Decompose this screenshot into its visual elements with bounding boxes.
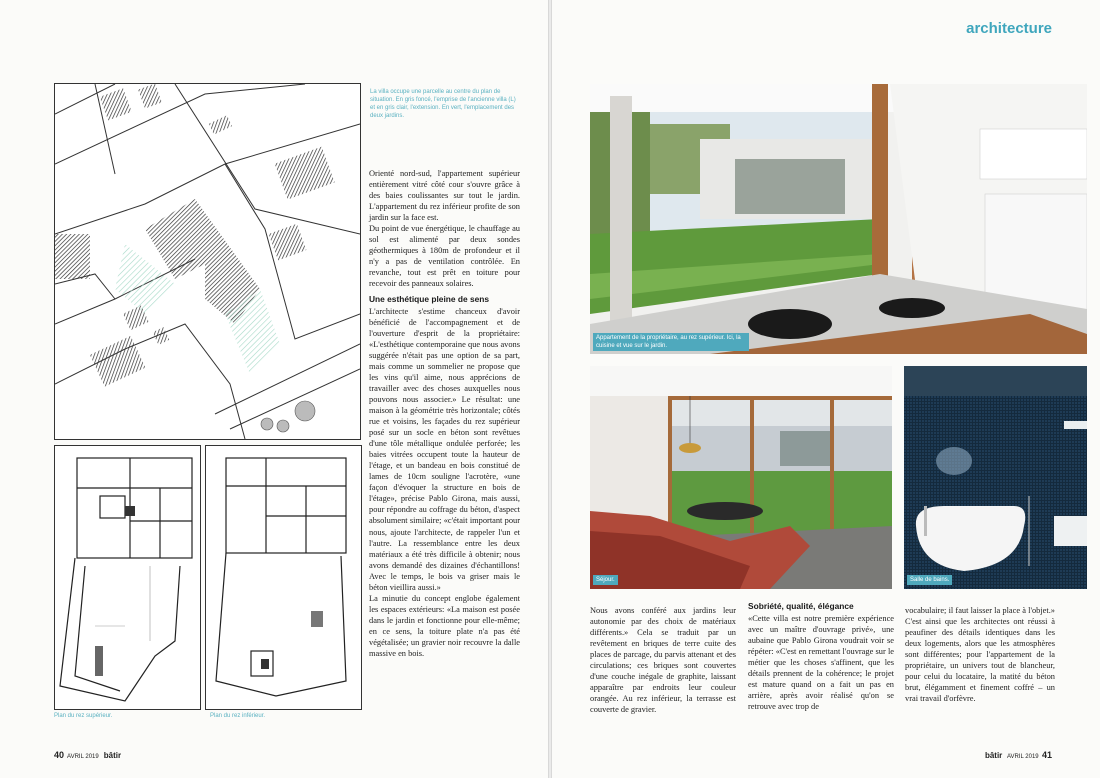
photo-kitchen-garden-image <box>590 84 1087 354</box>
paragraph: La minutie du concept englobe également les espaces extérieurs: «La maison est posée dans le jardin et fonctionne pour elle-même; en ce sens, la toiture plate n'a pas été végétalisée; un gravier noir recouvre la dalle massive en bois. <box>369 593 520 659</box>
upper-plan-caption: Plan du rez supérieur. <box>54 713 113 719</box>
photo1-caption: Appartement de la propriétaire, au rez supérieur. Ici, la cuisine et vue sur le jardin. <box>593 333 749 351</box>
paragraph: Du point de vue énergétique, le chauffage au sol est alimenté par deux sondes géothermiques à 180m de profondeur et il n'y a pas de ventilation contrôlée. En revanche, tout est prêt en toiture pour recevoir des panneaux solaires. <box>369 224 520 289</box>
lower-floor-plan-drawing <box>206 446 361 709</box>
site-plan-drawing <box>55 84 360 439</box>
paragraph: L'architecte s'estime chanceux d'avoir bénéficié de l'accompagnement et de l'ouverture d'esprit de la propriétaire: «L'esthétique contemporaine que nous avons suggérée n'était pas une option de sa part, mais comme un sommelier ne propose que les vins qu'il aime, nous apprécions de travailler avec des choses auxquelles nous pouvons nous associer.» Le résultat: une maison à la géométrie très horizontale; côtés rue et voisins, les façades du rez supérieur posé sur un socle en béton sont revêtues d'une tôle métallique ondulée perforée; les baies vitrées occupent toute la hauteur de l'étage, et un bandeau en bois constitué de lames de 10cm souligne l'acrotère, «une façon d'évoquer la structure en bois de l'étage», précise Pablo Girona, mais aussi, pour répondre au coffrage du béton, d'aspect absolument similaire; «c'était important pour nous, ajoute l'architecte, de rappeler l'un et l'autre. La ressemblance entre les deux matériaux a été très difficile à obtenir; nous avons demandé des dizaines d'échantillons! Avec le temps, le bois va griser mais le béton vieillira aussi.» <box>369 306 520 592</box>
paragraph: vocabulaire; il faut laisser la place à l'objet.» C'est ainsi que les architectes ont réussi à peaufiner des détails identiques dans les deux logements, alors que les atmosphères sont différentes; pour l'appartement de la propriétaire, un univers tout de blancheur, pour celui du locataire, la matité du béton brut, élégamment et finement coffré – un vrai travail d'orfèvre. <box>905 606 1055 704</box>
upper-floor-plan <box>54 445 201 710</box>
issue-date: AVRIL 2019 <box>1006 754 1039 760</box>
left-folio <box>54 750 121 760</box>
photo2-caption: Séjour. <box>593 575 618 585</box>
photo-living-room <box>590 366 892 589</box>
paragraph: Nous avons conféré aux jardins leur autonomie par des choix de matériaux différents.» Cela se traduit par un revêtement en briques de terre cuite des places de parcage, du parvis attenant et des circulations; ces briques sont couvertes d'une couche inégale de graphite, laissant apparaître par endroits leur couleur orangée. Au rez inférieur, la terrasse est couverte de gravier. <box>590 606 736 715</box>
page-number: 40 <box>54 750 65 760</box>
right-folio <box>985 750 1052 760</box>
lower-floor-plan <box>205 445 362 710</box>
lower-plan-caption: Plan du rez inférieur. <box>210 713 266 719</box>
paragraph: «Cette villa est notre première expérience avec un maître d'ouvrage privé», une aubaine que Pablo Girona voudrait voir se répéter: «C'est en remettant l'ouvrage sur le métier que les choses s'affinent, que les détails prennent de la cohérence; le projet est mature quand on a fait un pas en arrière, après avoir réalisé qu'on se retrouve avec trop de <box>748 614 894 712</box>
magazine-logo: bâtir <box>103 751 122 760</box>
photo3-caption: Salle de bains. <box>907 575 952 585</box>
right-text-column-2 <box>748 601 894 712</box>
photo-living-room-image <box>590 366 892 589</box>
subheading: Une esthétique pleine de sens <box>369 293 490 304</box>
left-text-column <box>369 168 520 659</box>
section-title: architecture <box>966 20 1052 37</box>
site-plan-caption: La villa occupe une parcelle au centre du plan de situation. En gris foncé, l'emprise de l'ancienne villa (L) et en gris clair, l'extension. En vert, l'emplacement des deux jardins. <box>370 89 516 119</box>
right-page <box>552 0 1100 778</box>
magazine-logo: bâtir <box>984 751 1003 760</box>
page-number: 41 <box>1041 750 1052 760</box>
left-page <box>0 0 548 778</box>
site-plan <box>54 83 361 440</box>
right-text-column-1 <box>590 605 736 715</box>
photo-bathroom <box>904 366 1087 589</box>
upper-floor-plan-drawing <box>55 446 200 709</box>
photo-kitchen-garden <box>590 84 1087 354</box>
paragraph: Orienté nord-sud, l'appartement supérieur entièrement vitré côté cour s'ouvre grâce à des baies coulissantes sur tout le jardin. L'appartement du rez inférieur profite de son jardin sur la face est. <box>369 169 520 223</box>
right-text-column-3 <box>905 605 1055 704</box>
subheading: Sobriété, qualité, élégance <box>748 601 854 611</box>
photo-bathroom-image <box>904 366 1087 589</box>
issue-date: AVRIL 2019 <box>67 754 99 760</box>
